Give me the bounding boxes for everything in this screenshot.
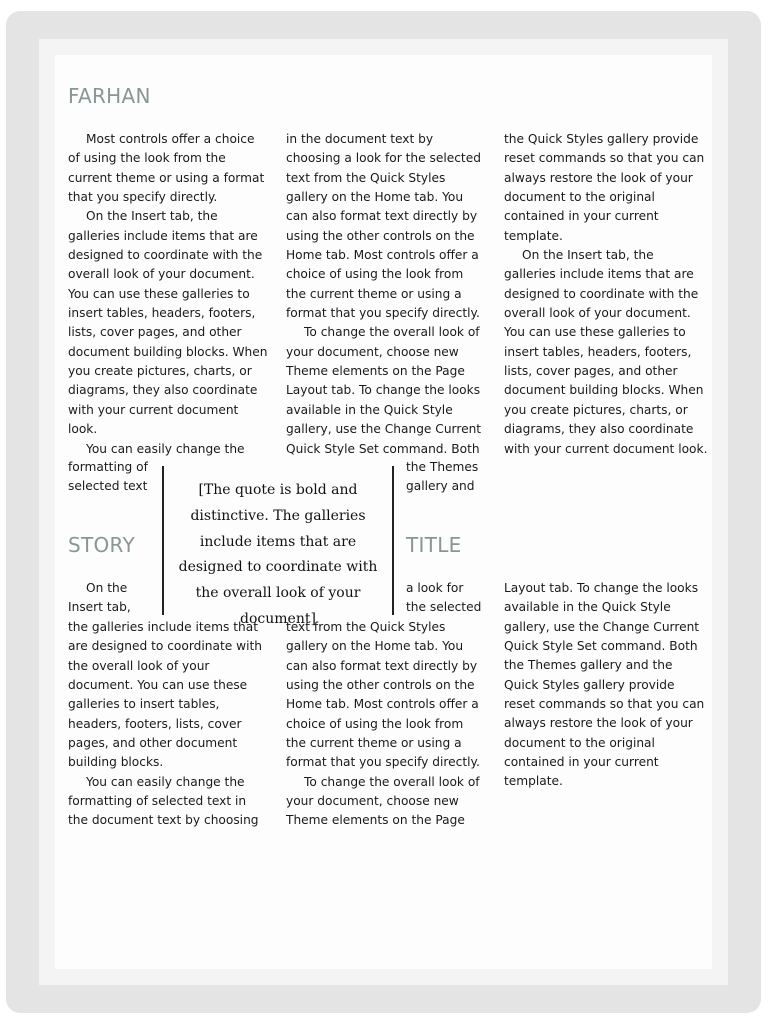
wrap-line: Insert tab, [68, 600, 131, 615]
wrap-line: selected text [68, 479, 148, 494]
paragraph: Most controls offer a choice of using the look from the current theme or using a format that you specify directly. [68, 132, 265, 205]
pull-quote-text: [The quote is bold and distinctive. The galleries include items that are designed to coordinate with the overall look of your document] [178, 482, 378, 627]
paragraph: the galleries include items that are designed to coordinate with the overall look of your document. You can use these galleries to insert tables, headers, footers, lists, cover pages, and other document building blocks. [68, 620, 262, 770]
paragraph: On the Insert tab, the galleries include items that are designed to coordinate with the overall look of your document. You can use these galleries to insert tables, headers, footers, lists, cover pages, and other document building blocks. When you create pictures, charts, or diagrams, they also coordinate with your current document look. [504, 248, 708, 456]
wrap-line: a look for [406, 581, 464, 595]
paragraph: Layout tab. To change the looks available in the Quick Style gallery, use the Change Current Quick Style Set command. Both the Themes gallery and the Quick Styles gallery provide reset commands so that you can always restore the look of your document to the original contained in your current template. [504, 581, 705, 789]
wrap-line: formatting of [68, 460, 148, 474]
section1-column2-wrap [406, 458, 478, 497]
paragraph: To change the overall look of your document, choose new Theme elements on the Page [286, 774, 480, 828]
wrap-line: the selected [406, 600, 482, 615]
heading-farhan: FARHAN [68, 84, 151, 108]
section2-column1 [68, 618, 268, 831]
heading-title: TITLE [406, 533, 462, 557]
wrap-line: the Themes [406, 460, 479, 474]
paragraph: the Quick Styles gallery provide reset commands so that you can always restore the look of your document to the original contained in your current template. [504, 132, 705, 243]
pull-quote [162, 466, 394, 627]
section2-column1-wrap [68, 579, 131, 618]
wrap-line: gallery and [406, 479, 475, 494]
paragraph: On the Insert tab, the galleries include items that are designed to coordinate with the overall look of your document. You can use these galleries to insert tables, headers, footers, lists, cover pages, and other document building blocks. When you create pictures, charts, or diagrams, they also coordinate with your current document look. [68, 209, 268, 437]
paragraph: You can easily change the formatting of selected text in the document text by choosing [68, 774, 259, 828]
section2-column2-wrap [406, 579, 481, 618]
section1-column1 [68, 130, 268, 459]
paragraph: text from the Quick Styles gallery on the Home tab. You can also format text directly by using the other controls on the Home tab. Most controls offer a choice of using the look from the current theme or using a format that you specify directly. [286, 620, 480, 770]
section1-column1-wrap [68, 458, 148, 497]
section2-column2 [286, 618, 486, 831]
paragraph: You can easily change the [86, 441, 245, 456]
paragraph: in the document text by choosing a look for the selected text from the Quick Styles gallery on the Home tab. You can also format text directly by using the other controls on the Home tab. Most controls offer a choice of using the look from the current theme or using a format that you specify directly. [286, 132, 481, 321]
section1-column2 [286, 130, 486, 459]
paragraph: To change the overall look of your document, choose new Theme elements on the Page Layout tab. To change the looks available in the Quick Style gallery, use the Change Current Quick Style Set command. Both [286, 325, 482, 456]
wrap-line: On the [86, 581, 128, 595]
section2-column3 [504, 579, 709, 792]
section1-column3 [504, 130, 709, 459]
heading-story: STORY [68, 533, 135, 557]
